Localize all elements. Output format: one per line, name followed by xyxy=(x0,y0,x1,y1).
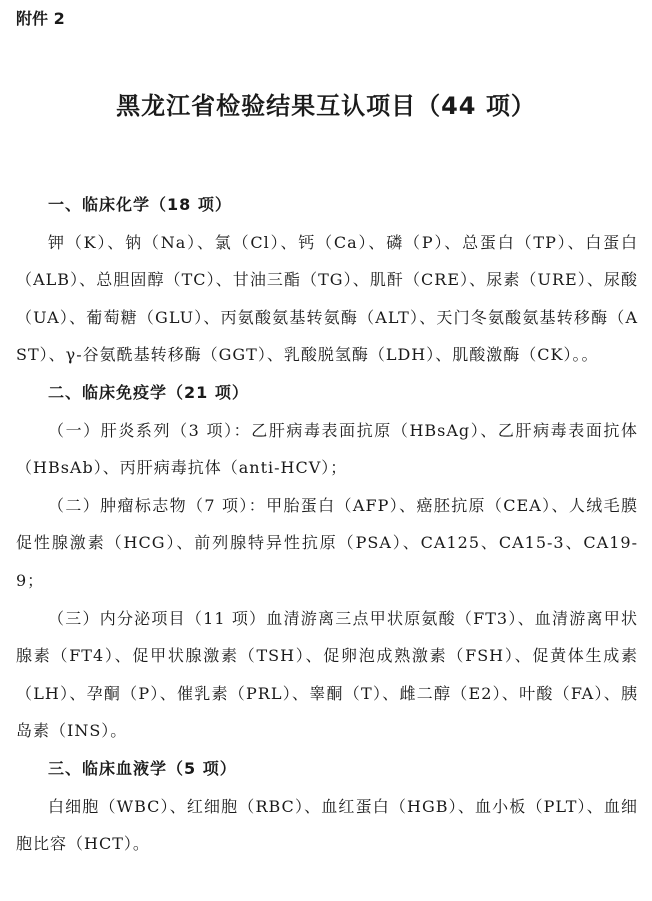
attachment-label: 附件 2 xyxy=(16,9,65,28)
section-body-clinical-chemistry: 钾（K）、钠（Na）、氯（Cl）、钙（Ca）、磷（P）、总蛋白（TP）、白蛋白（ALB）、总胆固醇（TC）、甘油三酯（TG）、肌酐（CRE）、尿素（URE）、尿酸（UA）、葡萄糖（GLU）、丙氨酸氨基转氨酶（ALT）、天门冬氨酸氨基转移酶（AST）、γ-谷氨酰基转移酶（GGT）、乳酸脱氢酶（LDH）、肌酸激酶（CK）。。 xyxy=(16,232,638,365)
document-title: 黑龙江省检验结果互认项目（44 项） xyxy=(116,92,536,120)
section-heading-clinical-immunology: 二、临床免疫学（21 项） xyxy=(48,382,249,402)
subsection-hepatitis: （一）肝炎系列（3 项）：乙肝病毒表面抗原（HBsAg）、乙肝病毒表面抗体（HBsAb）、丙肝病毒抗体（anti-HCV）； xyxy=(16,420,638,478)
subsection-endocrine: （三）内分泌项目（11 项）血清游离三点甲状原氨酸（FT3）、血清游离甲状腺素（FT4）、促甲状腺激素（TSH）、促卵泡成熟激素（FSH）、促黄体生成素（LH）、孕酮（P）、催乳素（PRL）、睾酮（T）、雌二醇（E2）、叶酸（FA）、胰岛素（INS）。 xyxy=(16,608,638,741)
section-heading-clinical-hematology: 三、临床血液学（5 项） xyxy=(48,758,237,778)
subsection-tumor-markers: （二）肿瘤标志物（7 项）：甲胎蛋白（AFP）、癌胚抗原（CEA）、人绒毛膜促性腺激素（HCG）、前列腺特异性抗原（PSA）、CA125、CA15-3、CA19-9； xyxy=(16,495,638,590)
section-heading-clinical-chemistry: 一、临床化学（18 项） xyxy=(48,195,232,214)
document-body xyxy=(16,186,638,863)
section-body-clinical-hematology: 白细胞（WBC）、红细胞（RBC）、血红蛋白（HGB）、血小板（PLT）、血细胞比容（HCT）。 xyxy=(16,796,638,854)
